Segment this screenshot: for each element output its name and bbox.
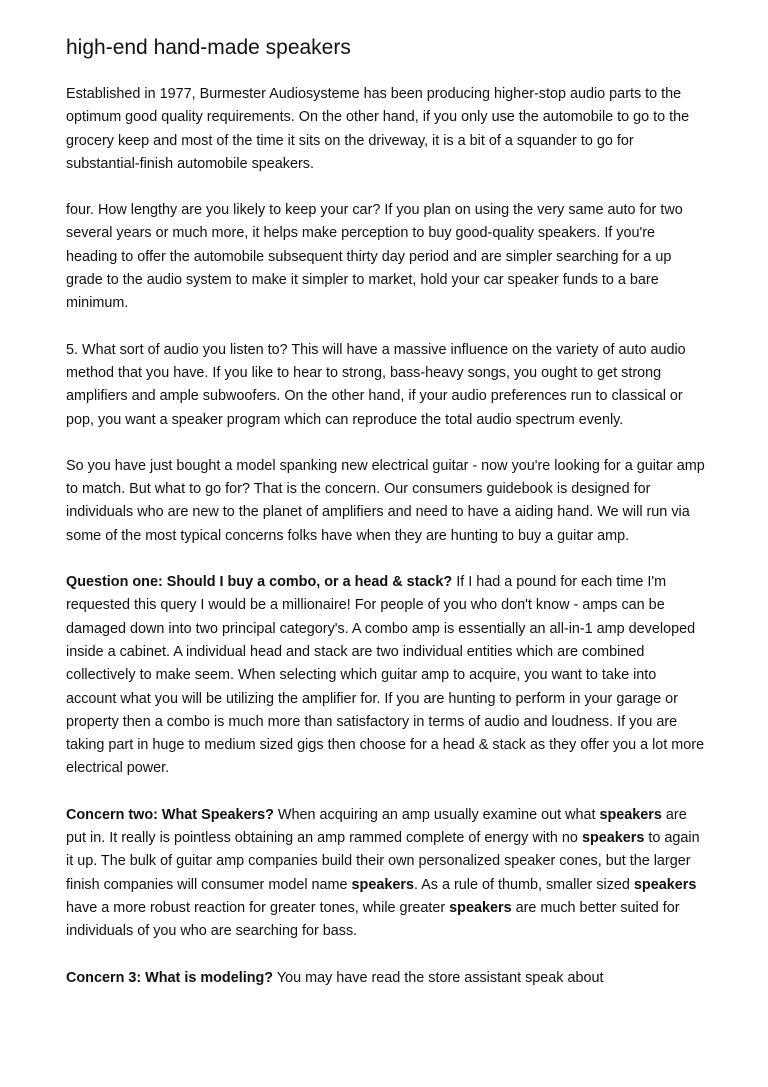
keyword-speakers: speakers [633, 876, 697, 893]
keyword-speakers: speakers [581, 830, 645, 847]
document-page [66, 33, 706, 1013]
keyword-speakers: speakers [449, 899, 512, 916]
concern-three-text: You may have read the store assistant speak about [273, 969, 604, 986]
concern-three-heading: Concern 3: What is modeling? [66, 969, 274, 986]
concern-two-text: to again it up. The bulk of guitar amp companies build their own personalized speaker cones, but the larger finish companies will consumer model name [66, 830, 700, 893]
paragraph-concern-two [66, 804, 706, 944]
concern-two-text: . As a rule of thumb, smaller sized [413, 876, 634, 893]
keyword-speakers: speakers [351, 876, 414, 893]
paragraph-guitar-intro: So you have just bought a model spanking new electrical guitar - now you're looking for a guitar amp to match. But what to go for? That is the concern. Our consumers guidebook is designed for individuals who are new to the planet of amplifiers and need to have a aiding hand. We will run via some of the most typical concerns folks have when they are hunting to buy a guitar amp. [66, 457, 705, 544]
document-title: high-end hand-made speakers [66, 36, 351, 59]
concern-two-heading: Concern two: What Speakers? [66, 806, 274, 823]
paragraph-concern-three [66, 967, 706, 990]
concern-two-text: When acquiring an amp usually examine out what [273, 806, 600, 823]
paragraph-five: 5. What sort of audio you listen to? This will have a massive influence on the variety of auto audio method that you have. If you like to hear to strong, bass-heavy songs, you ought to get strong amplifiers and ample subwoofers. On the other hand, if your audio preferences run to classical or pop, you want a speaker program which can reproduce the total audio spectrum evenly. [66, 341, 686, 428]
concern-two-text: are put in. It really is pointless obtaining an amp rammed complete of energy with no [66, 806, 687, 847]
paragraph-question-one [66, 571, 706, 781]
concern-two-text: are much better suited for individuals of you who are searching for bass. [66, 899, 680, 940]
paragraph-four: four. How lengthy are you likely to keep your car? If you plan on using the very same auto for two several years or much more, it helps make perception to buy good-quality speakers. If you're heading to offer the automobile subsequent thirty day period and are simpler searching for a up grade to the audio system to make it simpler to market, hold your car speaker funds to a bare minimum. [66, 202, 683, 312]
concern-two-text: have a more robust reaction for greater tones, while greater [66, 899, 450, 916]
question-one-text: If I had a pound for each time I'm requested this query I would be a millionaire! For people of you who don't know - amps can be damaged down into two principal category's. A combo amp is essentially an all-in-1 amp developed inside a cabinet. A individual head and stack are two individual entities which are combined collectively to make seem. When selecting which guitar amp to acquire, you want to take into account what you will be utilizing the amplifier for. If you are hunting to perform in your garage or property then a combo is much more than satisfactory in terms of audio and loudness. If you are taking part in huge to medium sized gigs then choose for a head & stack as they offer you a lot more electrical power. [66, 574, 705, 777]
question-one-heading: Question one: Should I buy a combo, or a head & stack? [66, 574, 453, 591]
keyword-speakers: speakers [599, 806, 662, 823]
paragraph-established: Established in 1977, Burmester Audiosysteme has been producing higher-stop audio parts to the optimum good quality requirements. On the other hand, if you only use the automobile to go to the grocery keep and most of the time it sits on the driveway, it is a bit of a squander to go for substantial-finish automobile speakers. [66, 86, 690, 172]
